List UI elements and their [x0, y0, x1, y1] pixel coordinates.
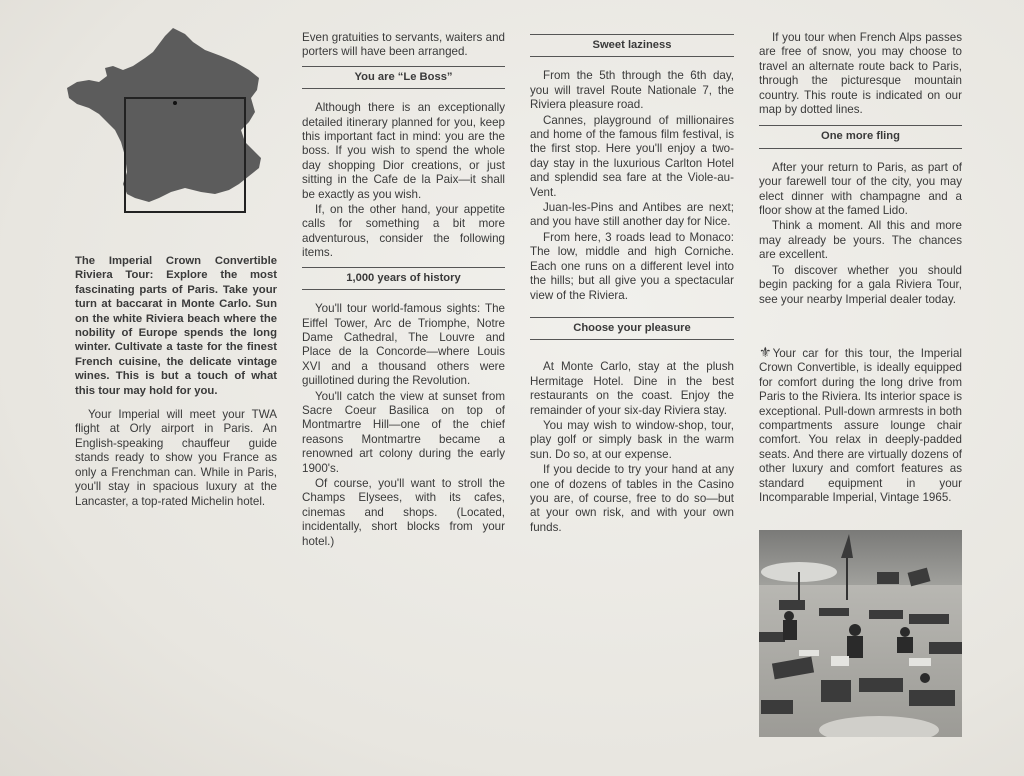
arrival-paragraph: Your Imperial will meet your TWA flight at Orly airport in Paris. An English-speaking chauffeur guide stands ready to show you France as only a Frenchman can. While in Paris, you'll stay in spacious luxury at the Lancaster, a top-rated Michelin hotel. — [75, 408, 277, 508]
france-map — [63, 26, 263, 216]
heading-history: 1,000 years of history — [302, 267, 505, 290]
paragraph: Of course, you'll want to stroll the Champs Elysees, with its cafes, cinemas and shops. (Located, incidentally, short blocks from your hotel.) — [302, 476, 505, 548]
paragraph: If you decide to try your hand at any one of dozens of tables in the Casino you are, of course, free to do so—but at your own risk, and with your own funds. — [530, 463, 734, 534]
paragraph: After your return to Paris, as part of your farewell tour of the city, you may elect dinner with champagne and a floor show at the famed Lido. — [759, 160, 962, 218]
heading-le-boss: You are “Le Boss” — [302, 66, 505, 89]
paragraph: If you tour when French Alps passes are free of snow, you may choose to travel an alternate route back to Paris, through the picturesque mountain country. This route is indicated on our map by dotted lines. — [759, 31, 962, 117]
lead-paragraph: Even gratuities to servants, waiters and porters will have been arranged. — [302, 31, 505, 59]
paragraph: Juan-les-Pins and Antibes are next; and you have still another day for Nice. — [530, 201, 734, 229]
intro-paragraph: The Imperial Crown Convertible Riviera Tour: Explore the most fascinating parts of Paris. Take your turn at baccarat in Monte Carlo. Sun on the white Riviera beach where the nobility of Europe spends the long winter. Cultivate a taste for the finest French cuisine, the delicate vintage wines. This is but a touch of what this tour may hold for you. — [75, 255, 277, 397]
paragraph: You may wish to window-shop, tour, play golf or simply bask in the warm sun. Do so, at our expense. — [530, 418, 734, 461]
column-3 — [530, 28, 734, 535]
column-2 — [302, 31, 505, 549]
paris-dot — [173, 101, 177, 105]
france-silhouette — [67, 28, 261, 202]
car-note-paragraph — [759, 345, 962, 505]
paragraph: To discover whether you should begin packing for a gala Riviera Tour, see your nearby Imperial dealer today. — [759, 263, 962, 306]
paragraph: Think a moment. All this and more may already be yours. The chances are excellent. — [759, 219, 962, 262]
paragraph: If, on the other hand, your appetite calls for something a bit more adventurous, consider the following items. — [302, 203, 505, 260]
column-4 — [759, 31, 962, 505]
car-note-text: Your car for this tour, the Imperial Crown Convertible, is ideally equipped for comfort during the long drive from Paris to the Riviera. Its interior space is exceptional. Pull-down armrests in both compartments assure lounge chair comfort. You relax in deeply-padded seats. And there are virtually dozens of other luxury and comfort features as standard equipment in your Incomparable Imperial, Vintage 1965. — [759, 346, 962, 504]
heading-one-more-fling: One more fling — [759, 125, 962, 148]
paragraph: Although there is an exceptionally detailed itinerary planned for you, keep this important fact in mind: you are the boss. If you wish to spend the whole day shopping Dior creations, or just sitting in the Cafe de la Paix—it shall be exactly as you wish. — [302, 101, 505, 201]
intro-text — [75, 254, 277, 398]
paragraph: From the 5th through the 6th day, you will travel Route Nationale 7, the Riviera pleasure road. — [530, 69, 734, 112]
riviera-beach-photo — [759, 530, 962, 737]
heading-sweet-laziness: Sweet laziness — [530, 34, 734, 57]
paragraph: You'll catch the view at sunset from Sacre Coeur Basilica on top of Montmartre Hill—one of the chief reasons Montmartre became a renowned art colony during the early 1900's. — [302, 389, 505, 475]
paragraph: You'll tour world-famous sights: The Eiffel Tower, Arc de Triomphe, Notre Dame Cathedral, The Louvre and Place de la Concorde—where Louis XVI and a thousand others were guillotined during the Revolution. — [302, 302, 505, 388]
paragraph: From here, 3 roads lead to Monaco: The low, middle and high Corniche. Each one runs on a different level into the hills; but all give you a spectacular view of the Riviera. — [530, 230, 734, 302]
paragraph: Cannes, playground of millionaires and home of the famous film festival, is the first stop. Here you'll enjoy a two-day stay in the luxurious Carlton Hotel and splendid sea fare at the Viole-au-Vent. — [530, 113, 734, 199]
column-1 — [75, 254, 277, 509]
fleur-de-lis-icon: ⚜ — [759, 343, 772, 360]
heading-choose-pleasure: Choose your pleasure — [530, 317, 734, 340]
paragraph: At Monte Carlo, stay at the plush Hermitage Hotel. Dine in the best restaurants on the coast. Enjoy the remainder of your six-day Riviera stay. — [530, 360, 734, 417]
